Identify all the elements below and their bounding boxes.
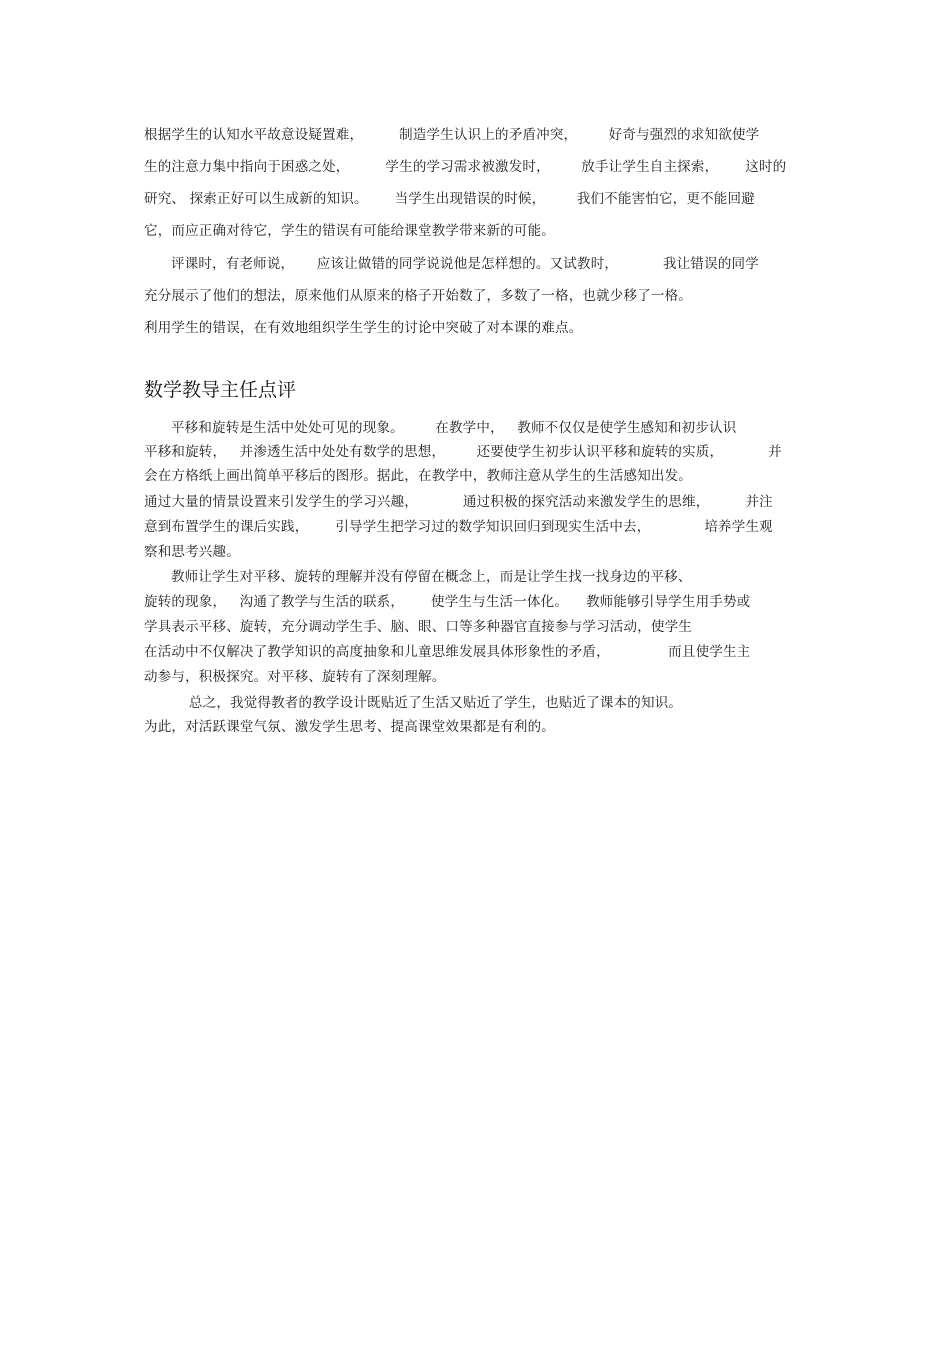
paragraph-line: 利用学生的错误，在有效地组织学生学生的讨论中突破了对本课的难点。 [144, 320, 583, 336]
paragraph-line: 平移和旋转， 并渗透生活中处处有数学的思想， 还要使学生初步认识平移和旋转的实质， 并 [144, 444, 782, 460]
section-heading: 数学教导主任点评 [144, 379, 297, 401]
paragraph-line: 平移和旋转是生活中处处可见的现象。 在教学中， 教师不仅仅是使学生感知和初步认识 [144, 420, 737, 436]
paragraph-line: 旋转的现象， 沟通了教学与生活的联系， 使学生与生活一体化。 教师能够引导学生用手势或 [144, 594, 751, 610]
paragraph-line: 评课时，有老师说， 应该让做错的同学说说他是怎样想的。又试教时， 我让错误的同学 [144, 256, 759, 272]
paragraph-line: 察和思考兴趣。 [144, 544, 240, 560]
paragraph-line: 通过大量的情景设置来引发学生的学习兴趣， 通过积极的探究活动来激发学生的思维， 并注 [144, 494, 773, 510]
paragraph-line: 充分展示了他们的想法，原来他们从原来的格子开始数了，多数了一格，也就少移了一格。 [144, 288, 692, 304]
paragraph-line: 总之，我觉得教者的教学设计既贴近了生活又贴近了学生，也贴近了课本的知识。 [144, 695, 683, 711]
paragraph-line: 研究、 探索正好可以生成新的知识。 当学生出现错误的时候， 我们不能害怕它，更不能回避 [144, 191, 755, 207]
paragraph-line: 意到布置学生的课后实践， 引导学生把学习过的数学知识回归到现实生活中去， 培养学生观 [144, 519, 773, 535]
paragraph-line: 为此，对活跃课堂气氛、激发学生思考、提高课堂效果都是有利的。 [144, 719, 555, 735]
paragraph-line: 它，而应正确对待它，学生的错误有可能给课堂教学带来新的可能。 [144, 223, 555, 239]
paragraph-line: 动参与，积极探究。对平移、旋转有了深刻理解。 [144, 669, 446, 685]
paragraph-line: 学具表示平移、旋转，充分调动学生手、脑、眼、口等多种器官直接参与学习活动，使学生 [144, 619, 692, 635]
paragraph-line: 根据学生的认知水平故意设疑置难， 制造学生认识上的矛盾冲突， 好奇与强烈的求知欲使学 [144, 127, 760, 143]
paragraph-line: 会在方格纸上画出简单平移后的图形。据此，在教学中，教师注意从学生的生活感知出发。 [144, 468, 692, 484]
paragraph-line: 生的注意力集中指向于困惑之处， 学生的学习需求被激发时， 放手让学生自主探索， 这时的 [144, 159, 787, 175]
paragraph-line: 在活动中不仅解决了教学知识的高度抽象和儿童思维发展具体形象性的矛盾， 而且使学生主 [144, 644, 751, 660]
paragraph-line: 教师让学生对平移、旋转的理解并没有停留在概念上，而是让学生找一找身边的平移、 [144, 569, 692, 585]
